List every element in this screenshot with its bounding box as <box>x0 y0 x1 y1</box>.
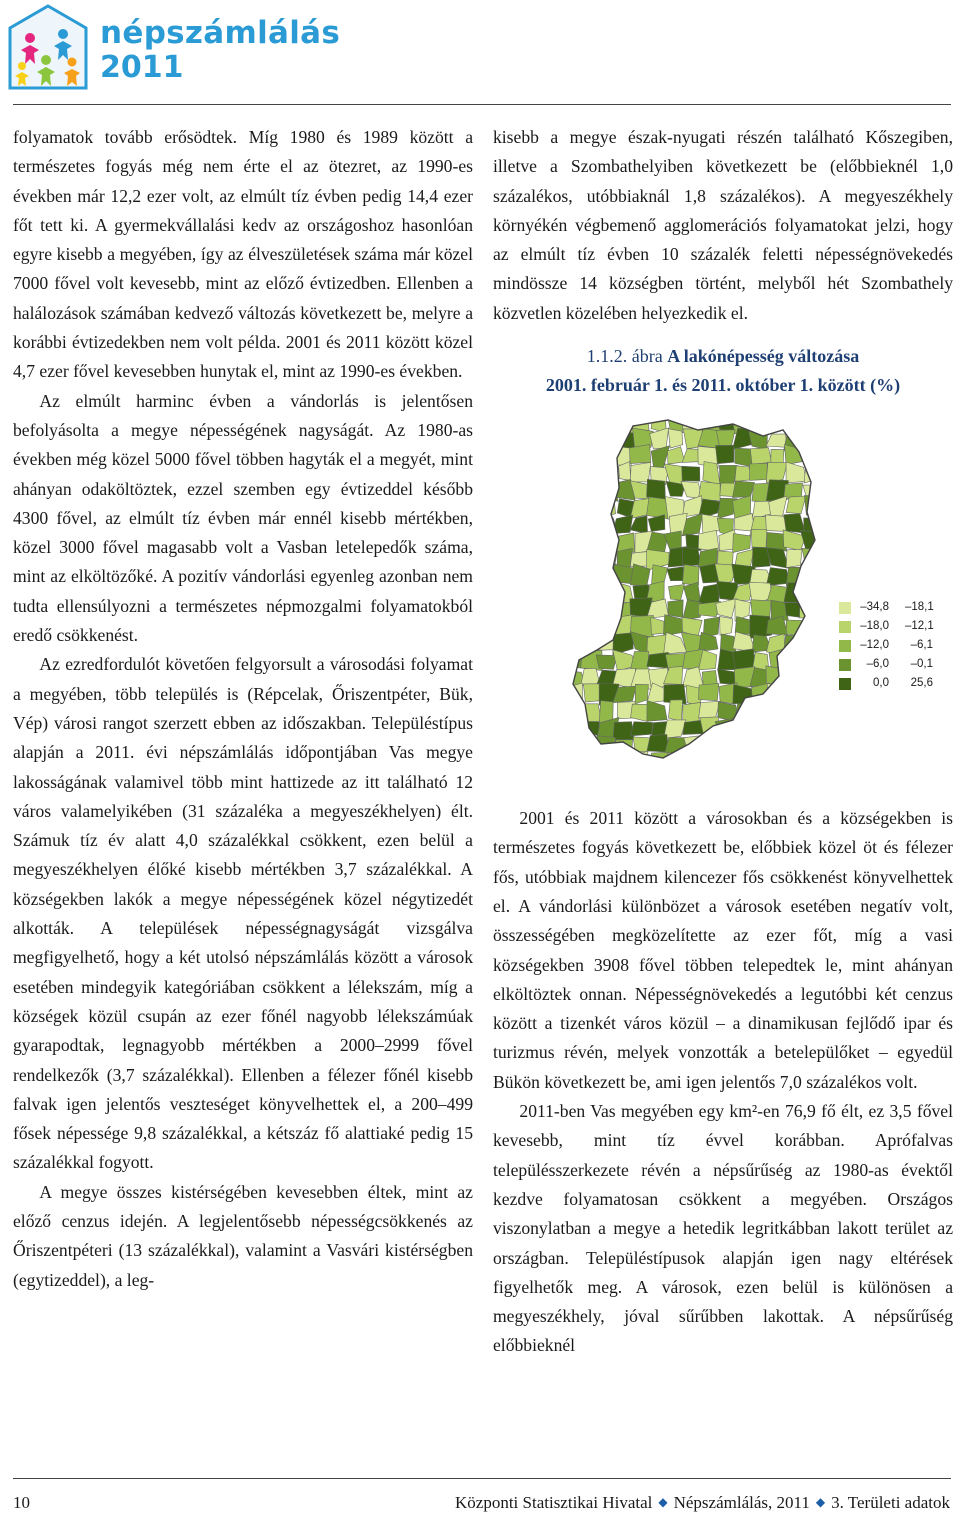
municipality-region <box>581 757 602 775</box>
municipality-region <box>771 751 789 771</box>
municipality-region <box>698 584 719 604</box>
legend-swatch-1 <box>839 602 851 614</box>
municipality-region <box>818 564 840 587</box>
municipality-region <box>596 414 619 434</box>
municipality-region <box>820 703 838 720</box>
diamond-icon: ◆ <box>658 1495 668 1509</box>
header-divider <box>13 104 951 105</box>
municipality-region <box>819 735 839 757</box>
municipality-region <box>767 734 784 755</box>
municipality-region <box>820 670 838 684</box>
figure-number: 1.1.2. ábra <box>586 346 663 367</box>
map-legend <box>839 598 949 693</box>
municipality-region <box>786 496 806 514</box>
municipality-region <box>583 530 599 552</box>
municipality-region <box>566 598 582 619</box>
municipality-region <box>786 462 806 483</box>
municipality-region <box>820 650 836 670</box>
figure-title-line-1: A lakónépesség változása <box>667 346 860 367</box>
legend-from-3: –12,0 <box>860 639 889 652</box>
municipality-region <box>800 703 822 722</box>
left-column <box>13 123 473 1295</box>
municipality-region <box>751 751 768 774</box>
municipality-region <box>818 717 835 739</box>
municipality-region <box>562 703 585 722</box>
municipality-region <box>716 752 737 774</box>
municipality-region <box>562 583 584 603</box>
municipality-region <box>732 720 752 739</box>
municipality-region <box>822 617 836 638</box>
municipality-region <box>668 447 685 464</box>
municipality-region <box>596 464 618 479</box>
right-paragraph-1: kisebb a megye észak-nyugati részén található Kőszegiben, illetve a Szombathelyiben következett be (előbbieknél 1,0 százalékos, utóbbiaknál 1,8 százalékos). A megyeszékhely környékén végbemenő agglomerációs folyamatokat jelzi, hogy az elmúlt tíz évben 10 százalék feletti népességnövekedés mindössze 14 községben történt, melyből hét Szombathely közvetlen közelében helyezkedik el. <box>493 127 953 323</box>
legend-to-4: –0,1 <box>910 658 933 671</box>
municipality-region <box>800 601 823 618</box>
municipality-region <box>599 753 620 773</box>
municipality-region <box>717 736 735 756</box>
population-change-map <box>493 414 953 776</box>
municipality-region <box>598 449 618 463</box>
legend-to-5: 25,6 <box>910 677 933 690</box>
municipality-region <box>564 499 583 516</box>
legend-from-1: –34,8 <box>860 601 889 614</box>
municipality-region <box>786 549 802 567</box>
municipality-region <box>580 414 601 432</box>
municipality-region <box>800 649 820 670</box>
municipality-region <box>684 582 701 602</box>
municipality-region <box>580 568 601 586</box>
municipality-region <box>563 734 582 755</box>
municipality-region <box>668 700 682 722</box>
left-paragraph-2: Az elmúlt harminc évben a vándorlás is jelentősen befolyásolta a megye népességének nagyságát. Az 1980-as években még közel 5000 fővel többen hagyták el a megyét, mint ahányan odaköltöztek, ezzel szemben egy évtizeddel később 4300 fővel, az elmúlt tíz évben már ennél kisebb mértékben, közel 3000 fővel magasabb volt a Vasban letelepedők száma, mint az elköltözőké. A pozitív vándorlási egyenleg azonban nem tudta ellensúlyozni a természetes népmozgalmi folyamatokból eredő csökkenést. <box>13 390 473 646</box>
municipality-region <box>800 734 821 753</box>
right-column <box>493 123 953 1361</box>
legend-to-2: –12,1 <box>905 620 934 633</box>
legend-from-2: –18,0 <box>860 620 889 633</box>
municipality-region <box>767 703 787 723</box>
left-paragraph-4: A megye összes kistérségében kevesebben éltek, mint az előző cenzus idején. A legjelentősebb népességcsökkenés az Őriszentpéteri (13 százalékkal), valamint a Vasvári kistérségben (egytizeddel), a leg- <box>13 1181 473 1290</box>
municipality-region <box>581 599 599 620</box>
municipality-region <box>630 516 647 534</box>
municipality-region <box>562 618 585 633</box>
municipality-region <box>699 737 717 755</box>
municipality-region <box>597 736 615 754</box>
figure-title-line-2: 2001. február 1. és 2011. október 1. között (%) <box>545 375 901 396</box>
municipality-region <box>647 652 669 668</box>
municipality-region <box>805 432 818 450</box>
municipality-region <box>733 649 756 669</box>
municipality-region <box>615 755 634 774</box>
municipality-region <box>668 429 683 448</box>
right-paragraph-3: 2011-ben Vas megyében egy km²-en 76,9 fő élt, ez 3,5 fővel kevesebb, mint tíz évvel korábban. Aprófalvas településszerkezete révén a népsűrűség az 1980-as évektől kezdve folyamatosan csökkent a megyében. Országos viszonylatban a megye a hetedik legritkábban lakott terület az országban. Településtípusok alapján igen nagy eltérések figyelhetők meg. A városok, ezen belül is különösen a megyeszékhely, jóval sűrűbben lakottak. A népsűrűség előbbieknél <box>493 1101 953 1356</box>
legend-from-4: –6,0 <box>866 658 889 671</box>
municipality-region <box>735 756 754 772</box>
municipality-region <box>804 669 821 689</box>
municipality-region <box>820 497 840 519</box>
municipality-region <box>820 551 837 567</box>
running-footer <box>455 1492 950 1515</box>
municipality-region <box>750 448 771 465</box>
municipality-region <box>580 497 599 517</box>
municipality-region <box>784 514 806 533</box>
logo-wordmark <box>100 15 341 85</box>
municipality-region <box>648 515 665 532</box>
logo-name: népszámlálás <box>100 15 341 51</box>
municipality-region <box>784 666 803 689</box>
municipality-region <box>819 582 840 600</box>
municipality-region <box>783 649 807 670</box>
municipality-region <box>750 720 770 739</box>
municipality-region <box>668 600 683 618</box>
municipality-region <box>822 464 840 485</box>
legend-swatch-5 <box>839 678 851 690</box>
municipality-region <box>784 736 805 753</box>
municipality-regions <box>562 414 841 774</box>
municipality-region <box>817 414 839 431</box>
municipality-region <box>822 688 840 703</box>
municipality-region <box>581 428 600 449</box>
municipality-region <box>821 530 837 552</box>
municipality-region <box>562 565 582 586</box>
municipality-region <box>647 701 667 722</box>
municipality-region <box>682 565 699 586</box>
municipality-region <box>820 517 838 534</box>
municipality-region <box>800 636 822 655</box>
legend-swatch-3 <box>839 640 851 652</box>
municipality-region <box>562 414 582 434</box>
municipality-region <box>683 720 704 734</box>
municipality-region <box>819 756 835 774</box>
municipality-region <box>733 481 755 498</box>
municipality-region <box>752 701 770 722</box>
municipality-region <box>667 567 684 581</box>
census-logo <box>8 4 341 90</box>
municipality-region <box>766 416 784 428</box>
municipality-region <box>818 598 838 617</box>
municipality-region <box>596 655 617 669</box>
municipality-region <box>635 684 648 704</box>
municipality-region <box>562 430 580 451</box>
municipality-region <box>562 636 583 652</box>
municipality-region <box>682 547 701 565</box>
legend-item-2 <box>839 617 949 636</box>
municipality-region <box>580 448 598 464</box>
legend-from-5: 0,0 <box>873 677 889 690</box>
municipality-region <box>669 585 685 601</box>
municipality-region <box>631 722 653 736</box>
municipality-region <box>786 701 805 721</box>
municipality-region <box>562 513 580 535</box>
municipality-region <box>783 683 805 707</box>
municipality-region <box>787 718 806 737</box>
municipality-region <box>596 431 619 451</box>
right-paragraph-2: 2001 és 2011 között a városokban és a községekben is természetes fogyás következett be, előbbiek közel öt és félezer fős, utóbbiak majdnem kilencezer fős csökkenést könyvelhettek el. A vándorlási különbözet a városok esetében negatív volt, összességében megközelítette az ezer főt, míg a vasi községekben 3908 fővel többen telepedtek le, mint ahányan elköltöztek onnan. Népességnövekedés a legutóbbi két cenzus között a tizenkét város közül – a dinamikusan fejlődő ipar és turizmus révén, melyek vonzották a betelepülőket – egyedül Bükön következett be, ami igen jelentős 7,0 százalékos volt. <box>493 808 953 1092</box>
municipality-region <box>716 430 735 448</box>
left-paragraph-1: folyamatok tovább erősödtek. Míg 1980 és 1989 között a természetes fogyás még nem érte el az ötezret, az 1990-es években már 12,2 ezer volt, az elmúlt tíz évben pedig 14,4 ezer főt tett ki. A gyermekvállalási kedv az országoshoz hasonlóan egyre kisebb a megyében, így az élveszületések száma már közel 7000 fővel volt kevesebb, mint az előző évtizedben. Ellenben a halálozások számában kedvező változás következett be, melyre a korábbi évtizedekben nem volt példa. 2001 és 2011 között közel 4,7 ezer fővel kevesebben hunytak el, mint az 1990-es években. <box>13 127 473 382</box>
municipality-region <box>562 483 585 500</box>
municipality-region <box>567 552 580 564</box>
municipality-region <box>682 466 700 481</box>
footer-divider <box>13 1478 951 1479</box>
municipality-region <box>563 719 585 736</box>
municipality-region <box>580 551 596 567</box>
page-number: 10 <box>13 1493 30 1512</box>
municipality-region <box>579 615 600 639</box>
diamond-icon: ◆ <box>815 1495 826 1509</box>
municipality-region <box>800 449 822 467</box>
legend-item-5 <box>839 674 949 693</box>
left-paragraph-3: Az ezredfordulót követően felgyorsult a városodási folyamat a megyében, több település is (Répcelak, Őriszentpéter, Bük, Vép) városi rangot szerzett ebben az időszakban. Településtípus alapján a 2011. évi népszámlálás időpontjában Vas megye lakosságának valamivel több mint hattizede az itt található 12 város valamelyikében (31 százaléka a megyeszékhelyen) élt. Számuk tíz év alatt 4,0 százalékkal csökkent, ezen belül a megyeszékhelyen élőké kisebb mértékben 3,7 százalékkal. A községekben lakók a megye népességének közel négytizedét alkották. A települések népességnagyságát vizsgálva megfigyelhető, hogy a két utolsó népszámlálás között a városok esetében mindegyik kategóriában csökkent a lélekszám, míg a községek közül csupán az ezer főnél nagyobb lélekszámúak gyarapodtak, legnagyobb mértékben a 2000–2999 fővel rendelkezők (3,7 százalékkal). Ellenben a félezer főnél kisebb falvak igen jelentős veszteséget könyvelhettek el, a 200–499 fősek népessége 9,8 százalékkal, a kétszáz fő alattiaké pedig 15 százalékkal fogyott. <box>13 654 473 1173</box>
municipality-region <box>800 685 821 703</box>
municipality-region <box>786 620 806 637</box>
municipality-region <box>804 518 824 531</box>
municipality-region <box>585 480 598 500</box>
footer-series: Népszámlálás, 2011 <box>673 1493 810 1512</box>
footer-volume: 3. Területi adatok <box>831 1493 950 1512</box>
legend-to-3: –6,1 <box>910 639 933 652</box>
municipality-region <box>630 445 651 464</box>
municipality-region <box>800 583 823 599</box>
municipality-region <box>614 414 634 431</box>
municipality-region <box>580 704 601 723</box>
municipality-region <box>597 618 617 637</box>
municipality-region <box>651 617 664 634</box>
municipality-region <box>804 616 822 635</box>
legend-swatch-4 <box>839 659 851 671</box>
municipality-region <box>566 752 584 772</box>
municipality-region <box>613 722 634 740</box>
municipality-region <box>668 753 686 773</box>
legend-item-1 <box>839 598 949 617</box>
municipality-region <box>581 584 602 604</box>
municipality-region <box>817 635 841 654</box>
legend-item-3 <box>839 636 949 655</box>
municipality-region <box>699 632 719 651</box>
county-map <box>493 414 953 776</box>
municipality-region <box>599 531 618 553</box>
municipality-region <box>750 463 768 480</box>
municipality-region <box>631 651 649 670</box>
municipality-region <box>749 737 770 756</box>
municipality-region <box>597 584 617 602</box>
municipality-region <box>733 736 754 756</box>
municipality-region <box>801 564 822 587</box>
municipality-region <box>716 445 734 463</box>
municipality-region <box>720 616 733 635</box>
municipality-region <box>817 482 836 502</box>
footer-publisher: Központi Statisztikai Hivatal <box>455 1493 653 1512</box>
municipality-region <box>818 447 838 468</box>
municipality-region <box>698 755 721 773</box>
municipality-region <box>733 534 751 553</box>
municipality-region <box>786 414 801 430</box>
municipality-region <box>801 414 822 428</box>
legend-swatch-2 <box>839 621 851 633</box>
municipality-region <box>566 446 581 469</box>
municipality-region <box>819 428 838 450</box>
municipality-region <box>749 430 768 450</box>
municipality-region <box>580 515 601 535</box>
municipality-region <box>581 668 600 686</box>
municipality-region <box>681 751 704 773</box>
municipality-region <box>647 479 666 499</box>
legend-item-4 <box>839 655 949 674</box>
figure-caption <box>493 342 953 400</box>
municipality-region <box>750 414 772 432</box>
municipality-region <box>767 719 790 740</box>
logo-year: 2011 <box>100 50 184 85</box>
municipality-region <box>802 718 821 739</box>
municipality-region <box>562 530 585 548</box>
municipality-region <box>579 462 602 483</box>
municipality-region <box>800 752 818 773</box>
municipality-region <box>699 684 719 701</box>
municipality-region <box>785 753 805 773</box>
legend-to-1: –18,1 <box>905 601 934 614</box>
municipality-region <box>598 602 614 620</box>
municipality-region <box>562 466 582 483</box>
logo-icon <box>8 4 88 90</box>
